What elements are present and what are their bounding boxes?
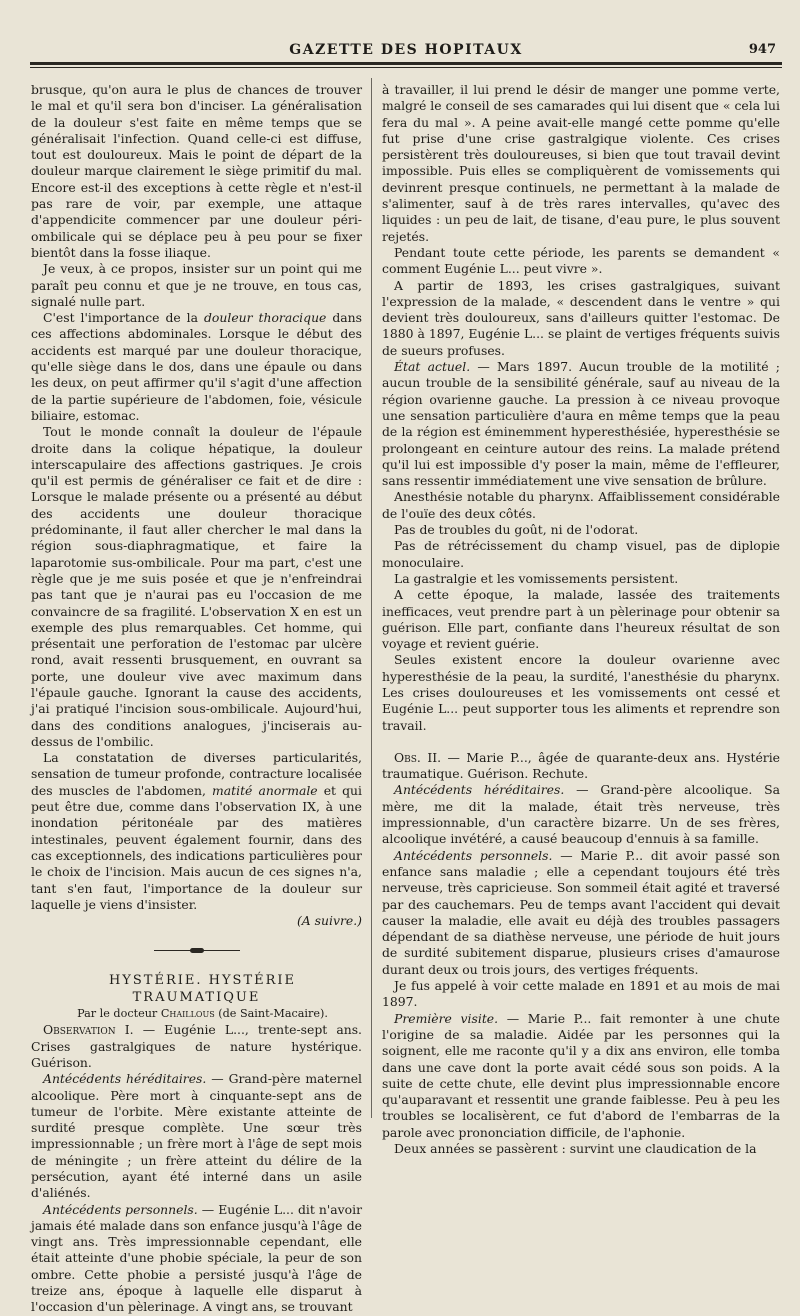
text-run: — Mars 1897. Aucun trouble de la motilité ; aucun trouble de la sensibilité générale, sauf au niveau de la région ovarienne gauche. La pression à ce niveau provoque une sensation particulière d'aura en même temps que la peau de la région est éminemment hyperesthésiée, hyperesthésie se prolongeant en ceinture autour des reins. La malade prétend qu'il lui est impossible d'y poser la main, même de l'effleurer, sans ressentir immédiatement une vive sensation de brûlure. [382, 359, 780, 489]
emphasis: matité anormale [211, 782, 318, 798]
text-run: — Eugénie L..., trente-sept ans. Crises gastralgiques de nature hystérique. Guérison. [31, 1022, 362, 1070]
paragraph: Tout le monde connaît la douleur de l'épaule droite dans la colique hépatique, la douleur interscapulaire des affections gastriques. Je crois qu'il est permis de généraliser ce fait et de dire : Lorsque le malade présente ou a présenté au début des accidents une douleur thoracique prédominante, il faut aller chercher le mal dans la région sous-diaphragmatique, et faire la laparotomie sus-ombilicale. Pour ma part, c'est une règle que je me suis posée et que je n'enfreindrai pas tant que je n'aurai pas eu l'occasion de me convaincre de sa fragilité. L'observation X en est un exemple des plus remarquables. Cet homme, qui présentait une perforation de l'estomac par ulcère rond, avait ressenti brusquement, en ouvrant sa porte, une douleur vive avec maximum dans l'épaule gauche. Ignorant la cause des accidents, j'ai pratiqué l'incision sous-ombilicale. Aujourd'hui, dans des conditions analogues, j'inciserais au-dessus de l'ombilic. [31, 424, 362, 749]
subheading: Première visite. [394, 1010, 499, 1026]
paragraph: A cette époque, la malade, lassée des traitements inefficaces, veut prendre part à un pèlerinage pour obtenir sa guérison. Elle part, confiante dans l'heureux résultat de son voyage et revient guérie. [382, 587, 780, 652]
running-title: GAZETTE DES HOPITAUX [289, 42, 523, 58]
subheading: Antécédents héréditaires. [43, 1071, 207, 1087]
paragraph [31, 750, 362, 913]
paragraph [31, 1202, 362, 1316]
observation-label: Obs. II. [394, 749, 442, 765]
byline-prefix: Par le docteur [77, 1007, 161, 1021]
paragraph [382, 1011, 780, 1141]
spacer [382, 734, 780, 750]
subheading: Antécédents héréditaires. [394, 782, 565, 798]
paragraph: Deux années se passèrent : survint une claudication de la [394, 1141, 757, 1156]
text-run: et qui peut être due, comme dans l'observation IX, à une inondation péritonéale par des matières intestinales, peuvent également fournir, dans des cas exceptionnels, des indications particulières pour le choix de l'incision. Mais aucun de ces signes n'a, tant s'en faut, l'importance de la douleur sur laquelle je viens d'insister. [31, 782, 362, 912]
text-run: — Marie P... dit avoir passé son enfance sans maladie ; elle a cependant toujours été très nerveuse, très capricieuse. Son sommeil était agité et traversé par des cauchemars. Peu de temps avant l'accident qui devait causer la maladie, elle avait eu déjà des troubles passagers dépendant de sa diathèse nerveuse, une période de huit jours de surdité subitement disparue, plusieurs crises d'amaurose durant deux ou trois jours, des vertiges fréquents. [382, 847, 780, 977]
page-header [30, 38, 782, 60]
observation-heading [382, 750, 780, 783]
subheading: État actuel. [394, 359, 471, 375]
text-run: — Eugénie L... dit n'avoir jamais été malade dans son enfance jusqu'à l'âge de vingt ans. Très impressionnable cependant, elle était atteinte d'une phobie spéciale, la peur de son ombre. Cette phobie a persisté jusqu'à l'âge de treize ans, époque à laquelle elle disparut à l'occasion d'un pèlerinage. A vingt ans, se trouvant [31, 1201, 363, 1315]
paragraph [31, 1071, 362, 1201]
to-be-continued [31, 913, 362, 929]
emphasis: douleur thoracique [203, 310, 327, 326]
right-column [382, 82, 780, 1157]
text-run: — Grand-père maternel alcoolique. Père mort à cinquante-sept ans de tumeur de l'orbite. Mère existante atteinte de surdité presque complète. Une sœur très impressionnable ; un frère mort à l'âge de sept mois de méningite ; un frère atteint du délire de la persécution, ayant été interné dans un asile d'aliénés. [31, 1071, 362, 1201]
text-run: — Grand-père alcoolique. Sa mère, me dit la malade, était très nerveuse, très impressionnable, d'un caractère bizarre. Un de ses frères, alcoolique invétéré, a causé beaucoup d'ennuis à sa famille. [382, 782, 780, 847]
text-run: dans ces affections abdominales. Lorsque le début des accidents est marqué par une douleur thoracique, qu'elle siège dans le dos, dans une épaule ou dans les deux, on peut affirmer qu'il s'agit d'une affection de la partie supérieure de l'abdomen, foie, vésicule biliaire, estomac. [31, 310, 362, 423]
author-name: Chaillous [160, 1007, 215, 1021]
paragraph: Je veux, à ce propos, insister sur un point qui me paraît peu connu et que je ne trouve, en tous cas, signalé nulle part. [31, 261, 362, 309]
byline [31, 1006, 362, 1022]
header-rule [30, 62, 782, 65]
paragraph: à travailler, il lui prend le désir de manger une pomme verte, malgré le conseil de ses camarades qui lui disent que « cela lui fera du mal ». A peine avait-elle mangé cette pomme qu'elle fut prise d'une crise gastralgique violente. Ces crises persistèrent très douloureuses, si bien que tout travail devint impossible. Puis elles se compliquèrent de vomissements qui devinrent presque continuels, ne permettant à la malade de s'alimenter, sauf à de très rares intervalles, qu'avec des liquides : un peu de lait, de tisane, d'eau pure, le plus souvent rejetés. [382, 82, 780, 244]
section-title: HYSTÉRIE. HYSTÉRIE TRAUMATIQUE [108, 973, 297, 1005]
paragraph: A partir de 1893, les crises gastralgiques, suivant l'expression de la malade, « descendent dans le ventre » qui devient très douloureux, sans d'ailleurs quitter l'estomac. De 1880 à 1897, Eugénie L... se plaint de vertiges fréquents suivis de sueurs profuses. [382, 277, 780, 358]
observation-heading [31, 1022, 362, 1071]
suivre-text: (A suivre.) [296, 913, 362, 929]
header-rule-thin [30, 67, 782, 68]
paragraph [31, 310, 362, 424]
paragraph: Pas de troubles du goût, ni de l'odorat. [394, 522, 639, 538]
paragraph: La gastralgie et les vomissements persistent. [394, 570, 679, 586]
subheading: Antécédents personnels. [43, 1201, 198, 1217]
paragraph [382, 848, 780, 978]
paragraph: Je fus appelé à voir cette malade en 1891 et au mois de mai 1897. [382, 978, 780, 1010]
byline-suffix: (de Saint-Macaire). [214, 1007, 328, 1021]
paragraph [382, 782, 780, 847]
text-run: La constatation de diverses particularités, sensation de tumeur profonde, contracture localisée des muscles de l'abdomen, [31, 750, 362, 798]
paragraph [382, 359, 780, 489]
column-divider [371, 78, 372, 1118]
paragraph: Seules existent encore la douleur ovarienne avec hyperesthésie de la peau, la surdité, l'anesthésie du pharynx. Les crises douloureuses et les vomissements ont cessé et Eugénie L... peut supporter tous les aliments et reprendre son travail. [382, 652, 780, 733]
text-run: C'est l'importance de la [43, 310, 204, 326]
section-ornament [154, 949, 240, 953]
page-number: 947 [748, 42, 776, 57]
paragraph: Anesthésie notable du pharynx. Affaiblissement considérable de l'ouïe des deux côtés. [382, 489, 780, 521]
paragraph: Pendant toute cette période, les parents se demandent « comment Eugénie L... peut vivre ». [382, 244, 780, 277]
text-run: — Marie P..., âgée de quarante-deux ans. Hystérie traumatique. Guérison. Rechute. [382, 749, 781, 782]
left-column [31, 82, 362, 1316]
paragraph: Pas de rétrécissement du champ visuel, pas de diplopie monoculaire. [382, 538, 780, 570]
text-run: — Marie P... fait remonter à une chute l'origine de sa maladie. Aidée par les personnes qui la soignent, elle me raconte qu'il y a dix ans environ, elle tomba dans une cave dont la porte avait cédé sous son poids. A la suite de cette chute, elle devint plus impressionnable encore qu'auparavant et ressentit une grande faiblesse. Peu à peu les troubles se localisèrent, ce fut d'abord de l'embarras de la parole avec prononciation difficile, de l'aphonie. [382, 1010, 780, 1140]
subheading: Antécédents personnels. [394, 847, 553, 863]
paragraph: brusque, qu'on aura le plus de chances de trouver le mal et qu'il sera bon d'inciser. La généralisation de la douleur s'est faite en même temps que se généralisait l'infection. Quand celle-ci est diffuse, tout est douloureux. Mais le point de départ de la douleur marque clairement le siège primitif du mal. Encore est-il des exceptions à cette règle et n'est-il pas rare de voir, par exemple, une attaque d'appendicite commencer par une douleur péri-ombilicale qui se déplace peu à peu pour se fixer bientôt dans la fosse iliaque. [31, 82, 362, 260]
observation-label: Observation I. [43, 1022, 134, 1038]
